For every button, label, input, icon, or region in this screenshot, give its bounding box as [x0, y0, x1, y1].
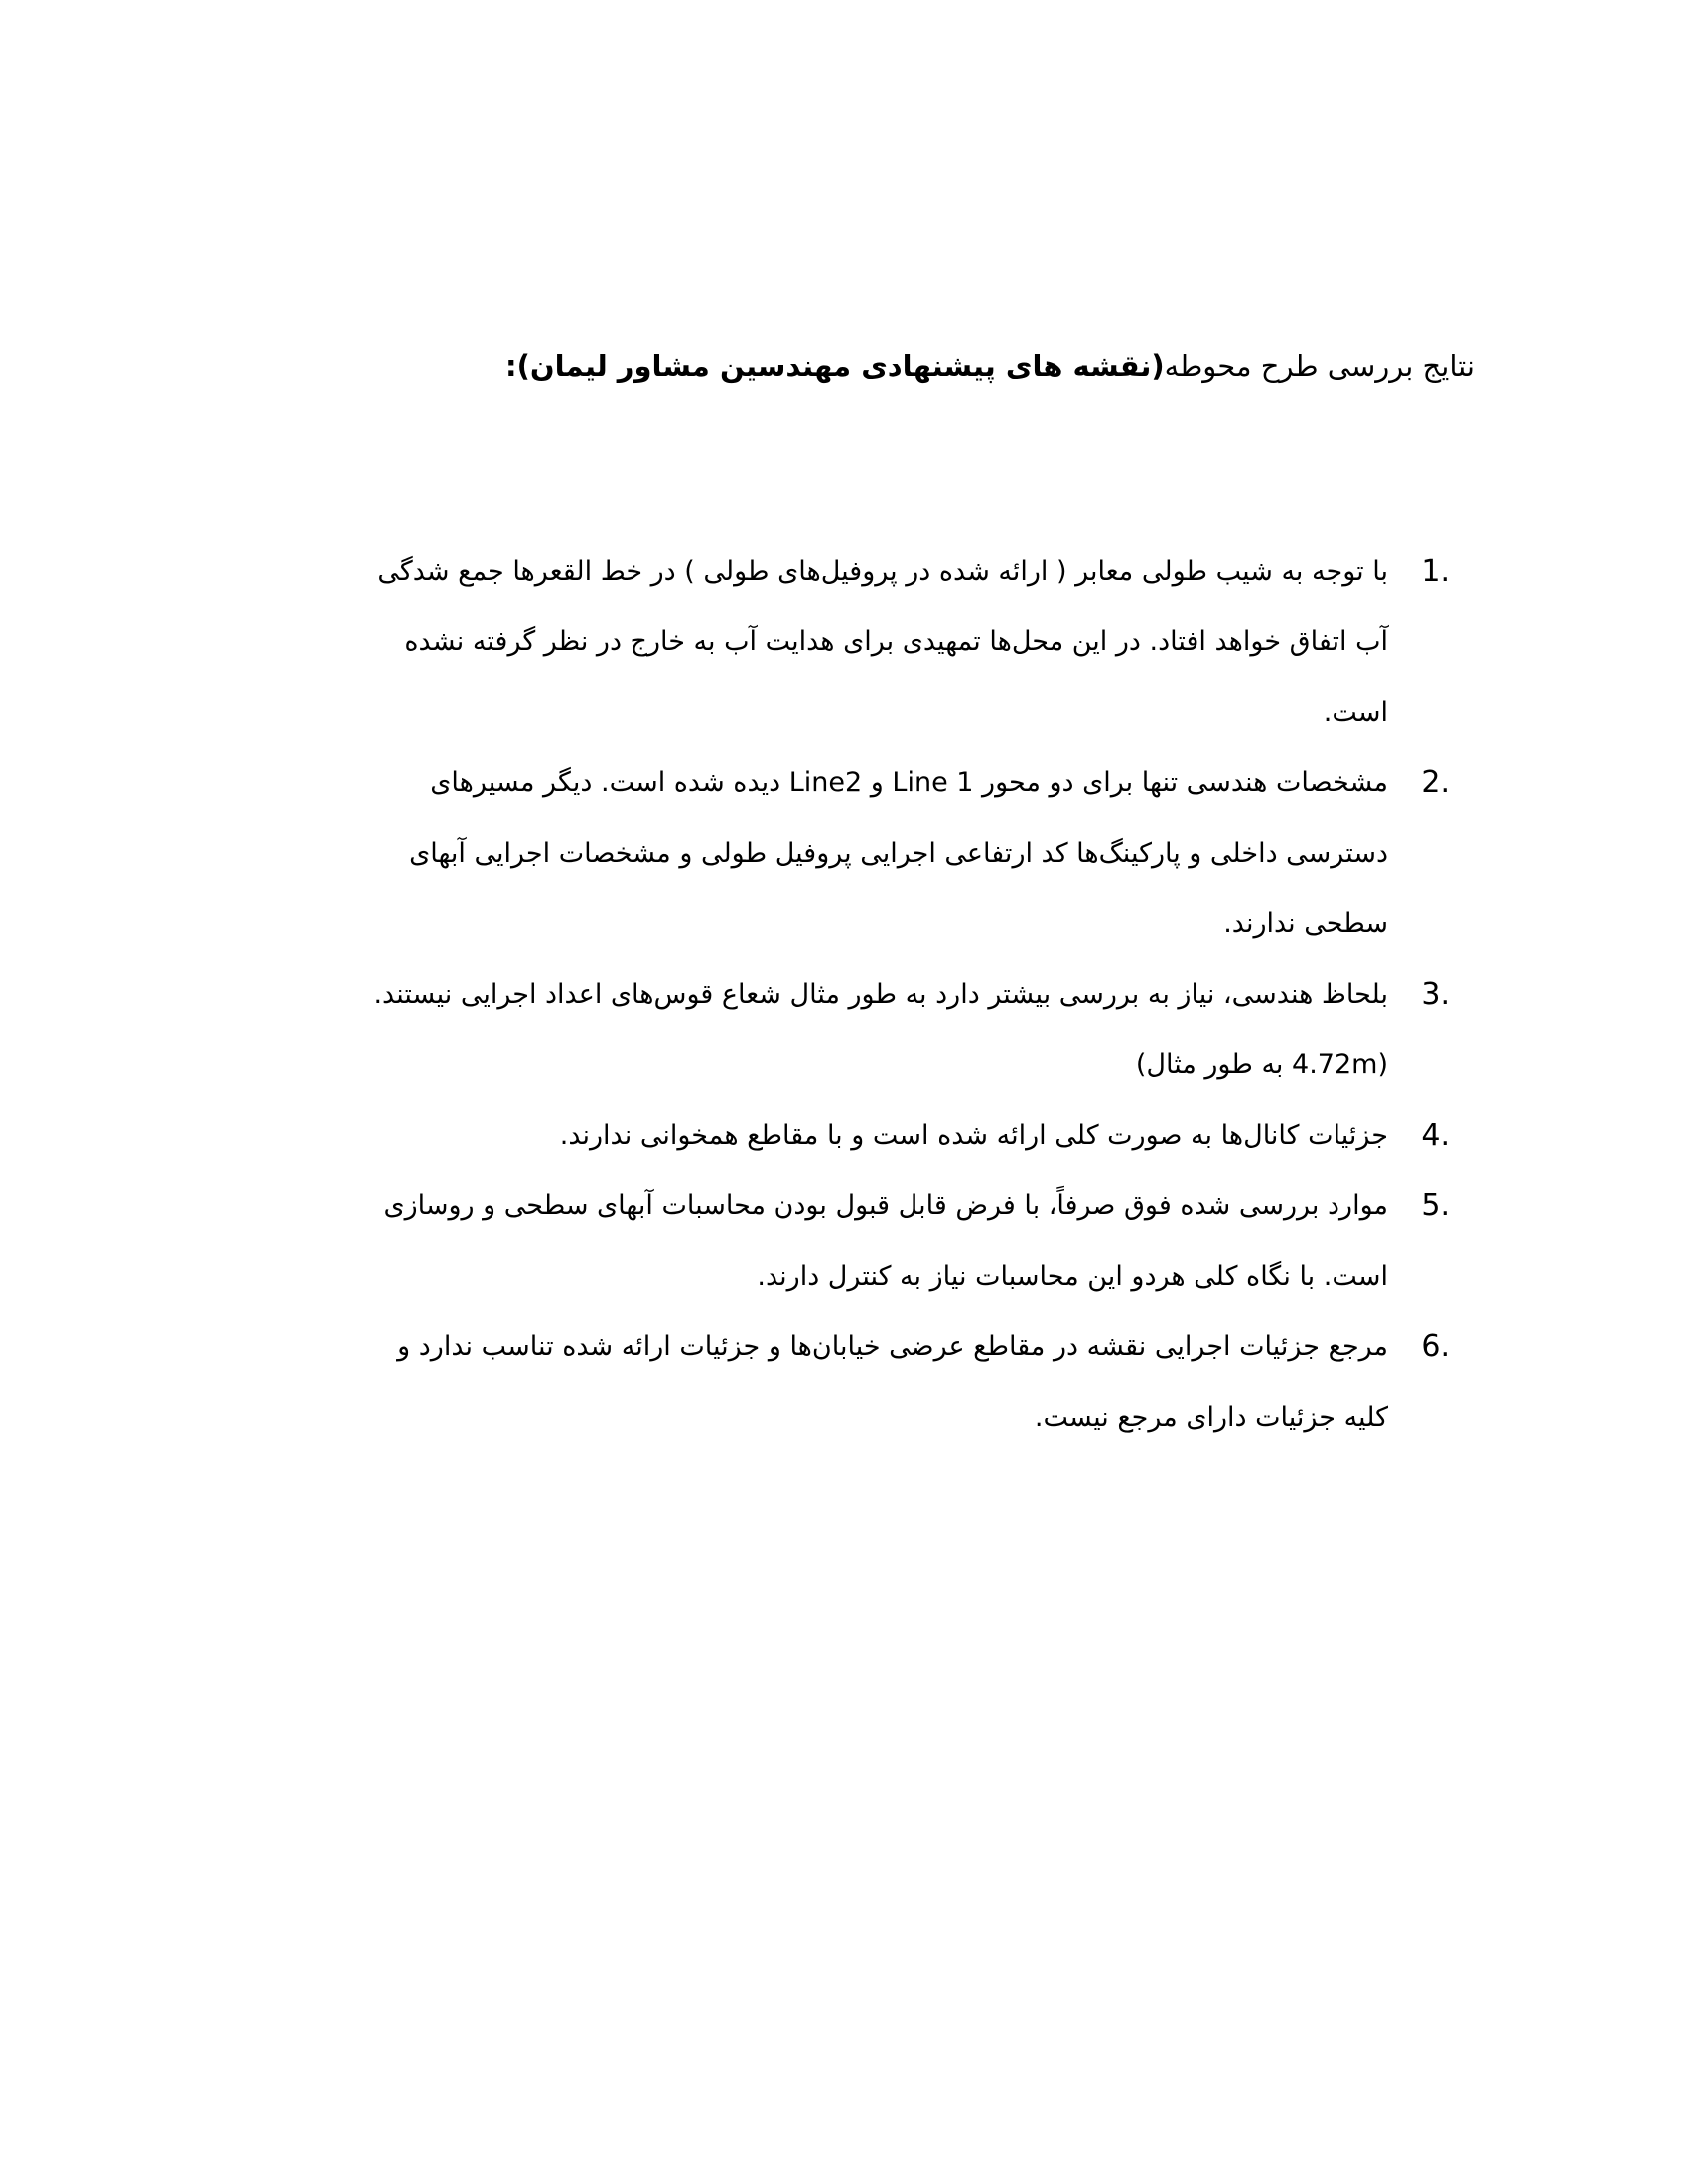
- list-item-text-line: بلحاظ هندسی، نیاز به بررسی بیشتر دارد به طور مثال شعاع قوس‌های اعداد اجرایی نیستند.: [373, 979, 1388, 1010]
- findings-list: [189, 536, 1450, 1452]
- list-item: [189, 748, 1450, 959]
- list-item-text-line: (4.72m به طور مثال): [1135, 1049, 1388, 1080]
- document-title: [505, 349, 1475, 383]
- list-item-text-line: جزئیات کانال‌ها به صورت کلی ارائه شده است و با مقاطع همخوانی ندارند.: [559, 1120, 1388, 1151]
- title-regular: نتایج بررسی طرح محوطه: [1164, 349, 1475, 383]
- list-item: [189, 959, 1450, 1100]
- list-item: [189, 1170, 1450, 1311]
- list-item-number: 3.: [1421, 977, 1450, 1012]
- list-item-text-line: با توجه به شیب طولی معابر ( ارائه شده در پروفیل‌های طولی ) در خط القعرها جمع شدگی: [377, 556, 1388, 587]
- list-item-number: 5.: [1421, 1188, 1450, 1223]
- list-item-text-line: است.: [1323, 697, 1388, 728]
- title-bold: (نقشه های پیشنهادی مهندسین مشاور لیمان):: [505, 349, 1165, 383]
- list-item-text-line: است. با نگاه کلی هردو این محاسبات نیاز به کنترل دارند.: [757, 1261, 1388, 1292]
- list-item-text-line: سطحی ندارند.: [1223, 908, 1388, 939]
- list-item-text-line: دسترسی داخلی و پارکینگ‌ها کد ارتفاعی اجرایی پروفیل طولی و مشخصات اجرایی آبهای: [409, 838, 1388, 869]
- list-item-text-line: کلیه جزئیات دارای مرجع نیست.: [1034, 1402, 1388, 1433]
- list-item: [189, 1311, 1450, 1452]
- list-item-text-line: موارد بررسی شده فوق صرفاً، با فرض قابل قبول بودن محاسبات آبهای سطحی و روسازی: [383, 1190, 1388, 1221]
- list-item-text-line: مشخصات هندسی تنها برای دو محور Line 1 و Line2 دیده شده است. دیگر مسیرهای: [430, 767, 1388, 798]
- list-item: [189, 1100, 1450, 1170]
- list-item-number: 6.: [1421, 1329, 1450, 1364]
- list-item-number: 2.: [1421, 765, 1450, 800]
- list-item-text-line: آب اتفاق خواهد افتاد. در این محل‌ها تمهیدی برای هدایت آب به خارج در نظر گرفته نشده: [404, 626, 1388, 657]
- list-item-number: 4.: [1421, 1118, 1450, 1153]
- list-item: [189, 536, 1450, 748]
- list-item-text-line: مرجع جزئیات اجرایی نقشه در مقاطع عرضی خیابان‌ها و جزئیات ارائه شده تناسب ندارد و: [397, 1331, 1388, 1362]
- list-item-number: 1.: [1421, 554, 1450, 589]
